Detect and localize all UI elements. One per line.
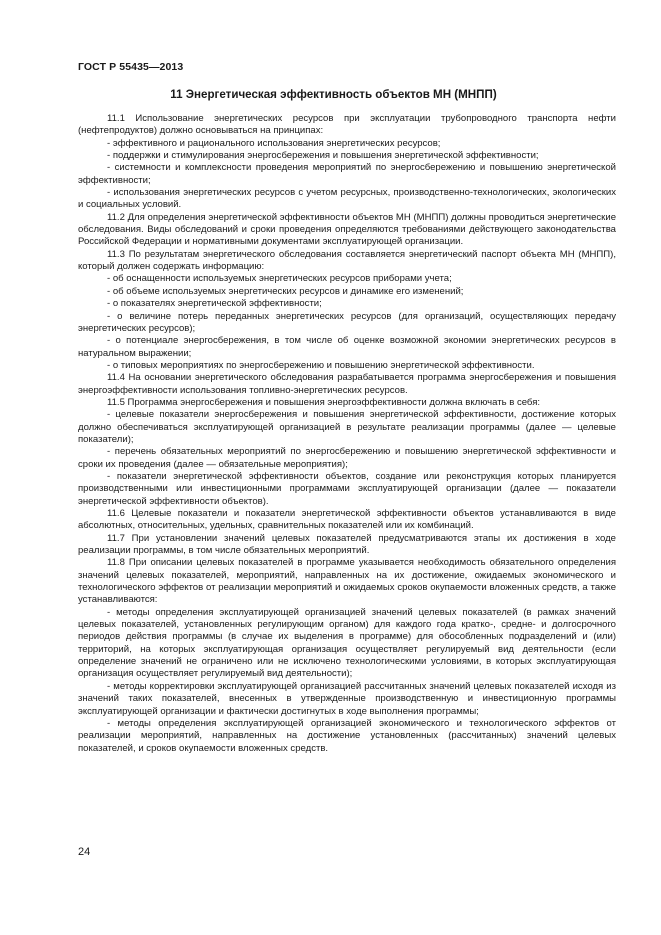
list-item: - методы определения эксплуатирующей организацией значений целевых показателей (в рамках значений целевых показателей, установленных регулирующим органом) для каждого года кратко-, средне- и долгосрочного периодов действия программы (в случае их выделения в программе) для обособленных подразделений и (или) территорий, на которых эксплуатирующая организация осуществляет регулируемый вид деятельности (если определение значений не ограничено или не исключено технологическими условиями, в которых эксплуатирующая организация осуществляет регулируемый вид деятельности);	[78, 606, 616, 680]
section-body	[78, 113, 616, 755]
paragraph: 11.2 Для определения энергетической эффективности объектов МН (МНПП) должны проводиться энергетические обследования. Виды обследований и сроки проведения определяются требованиями действующего законодательства Российской Федерации и нормативными документами эксплуатирующей организации.	[78, 211, 616, 248]
list-item: - целевые показатели энергосбережения и повышения энергетической эффективности, достижение которых должно обеспечиваться эксплуатирующей организацией в результате реализации программы (далее — целевые показатели);	[78, 409, 616, 445]
paragraph: 11.7 При установлении значений целевых показателей предусматриваются этапы их достижения в ходе реализации программы, в том числе обязательных мероприятий.	[78, 532, 616, 557]
paragraph: 11.3 По результатам энергетического обследования составляется энергетический паспорт объекта МН (МНПП), который должен содержать информацию:	[78, 248, 616, 273]
list-item: - эффективного и рационального использования энергетических ресурсов;	[107, 137, 441, 149]
list-item: - использования энергетических ресурсов с учетом ресурсных, производственно-технологических, экологических и социальных условий.	[78, 187, 616, 211]
list-item: - об объеме используемых энергетических ресурсов и динамике его изменений;	[107, 285, 464, 297]
paragraph: 11.5 Программа энергосбережения и повышения энергоэффективности должна включать в себя:	[107, 396, 541, 408]
paragraph: 11.4 На основании энергетического обследования разрабатывается программа энергосбережения и повышения энергоэффективности использования топливно-энергетических ресурсов.	[78, 372, 616, 396]
paragraph: 11.6 Целевые показатели и показатели энергетической эффективности объектов устанавливаются в виде абсолютных, относительных, удельных, сравнительных показателей или их комбинаций.	[78, 508, 616, 532]
list-item: - перечень обязательных мероприятий по энергосбережению и повышению энергетической эффективности и сроки их проведения (далее — обязательные мероприятия);	[78, 446, 616, 470]
list-item: - методы определения эксплуатирующей организацией экономического и технологического эффектов от реализации мероприятий, направленных на достижение установленных (рассчитанных) значений целевых показателей, и сроков окупаемости вложенных средств.	[78, 717, 616, 754]
paragraph: 11.8 При описании целевых показателей в программе указывается необходимость обязательного определения значений целевых показателей, мероприятий, направленных на их достижение, ожидаемых экономического и технологического эффектов от реализации мероприятий и ожидаемых сроков окупаемости вложенных средств, а также устанавливаются:	[78, 557, 616, 606]
list-item: - об оснащенности используемых энергетических ресурсов приборами учета;	[107, 273, 452, 285]
paragraph: 11.1 Использование энергетических ресурсов при эксплуатации трубопроводного транспорта нефти (нефтепродуктов) должно основываться на принципах:	[78, 113, 616, 137]
list-item: - поддержки и стимулирования энергосбережения и повышения энергетической эффективности;	[107, 150, 539, 162]
section-title: 11 Энергетическая эффективность объектов МН (МНПП)	[170, 88, 497, 101]
list-item: - о показателях энергетической эффективности;	[107, 298, 322, 310]
list-item: - о величине потерь переданных энергетических ресурсов (для организаций, осуществляющих передачу энергетических ресурсов);	[78, 310, 616, 334]
list-item: - о типовых мероприятиях по энергосбережению и повышению энергетической эффективности.	[107, 359, 535, 371]
list-item: - показатели энергетической эффективности объектов, создание или реконструкция которых планируется производственными или инвестиционными программами эксплуатирующей организации (далее — показатели энергетической эффективности объектов).	[78, 470, 616, 507]
list-item: - о потенциале энергосбережения, в том числе об оценке возможной экономии энергетических ресурсов в натуральном выражении;	[78, 335, 616, 359]
list-item: - методы корректировки эксплуатирующей организацией рассчитанных значений целевых показателей исходя из значений таких показателей, внесенных в утвержденные производственную и инвестиционную программы эксплуатирующей организации и фактически достигнутых в ходе выполнения программы;	[78, 680, 616, 717]
document-header: ГОСТ Р 55435—2013	[78, 61, 184, 73]
list-item: - системности и комплексности проведения мероприятий по энергосбережению и повышению энергетической эффективности;	[78, 162, 616, 186]
page-number: 24	[78, 846, 91, 858]
